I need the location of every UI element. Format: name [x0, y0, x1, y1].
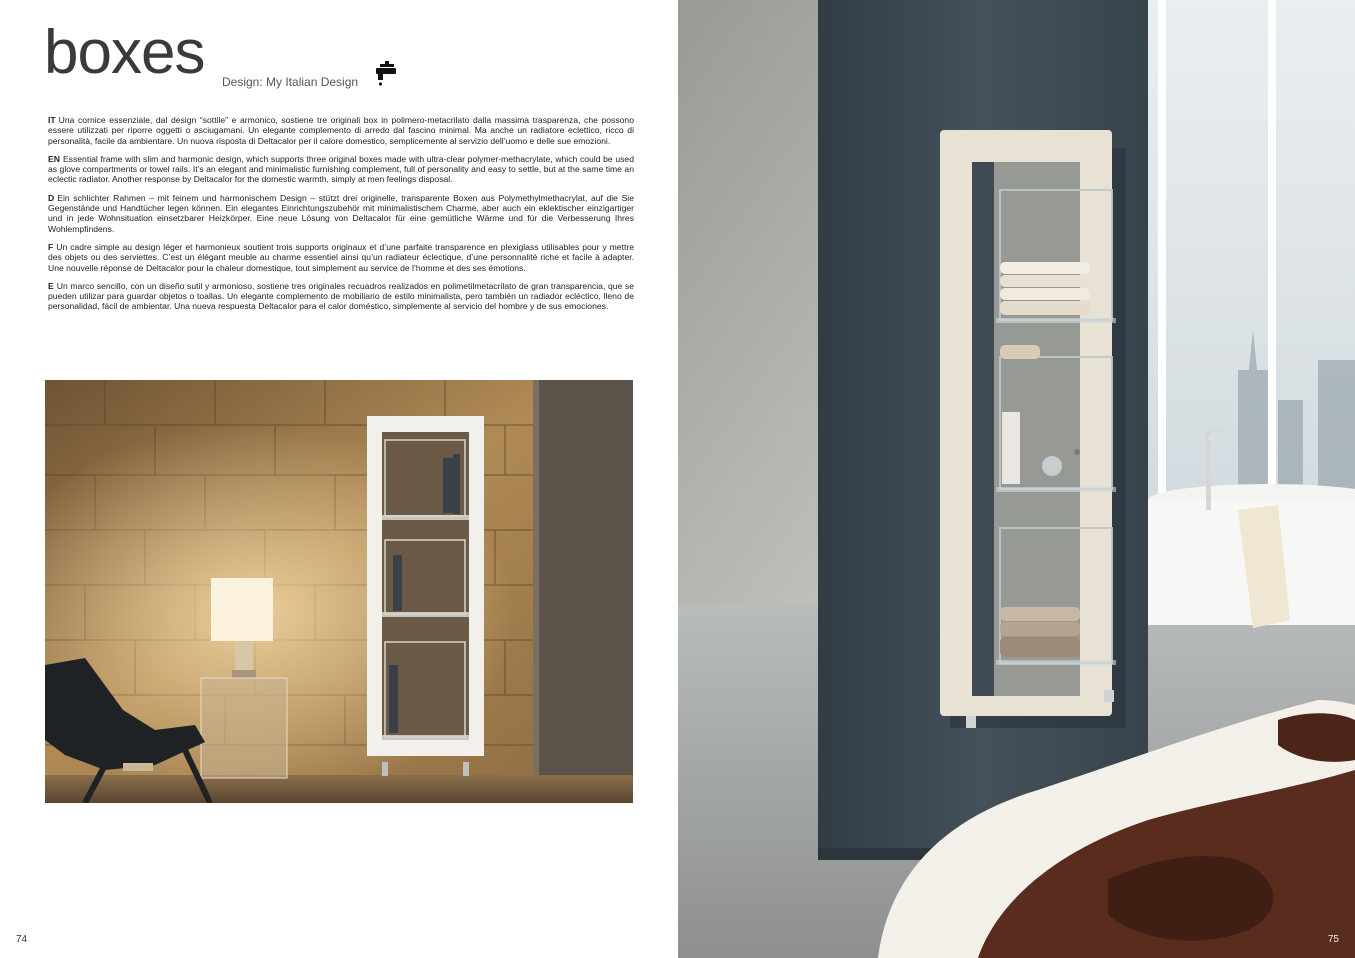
lang-code: EN	[48, 153, 60, 164]
paragraph-text: Un cadre simple au design léger et harmonieux soutient trois supports originaux et d’une parfaite transparence en plexiglass utilisables pour y mettre des objets ou des serviettes. C’est un élégant meuble au charme essentiel ainsi qu’un radiateur éclectique, d’une personnalité riche et facile à adapter. Une nouvelle réponse de Deltacalor pour la chaleur domestique, tout simplement au service de l’homme et des ses émotions.	[48, 241, 634, 273]
paragraph-it	[48, 115, 634, 146]
paragraph-text: Ein schlichter Rahmen – mit feinem und harmonischem Design – stützt drei originelle, transparente Boxen aus Polymethylmethacrylat, auf die Sie Gegenstände und Handtücher legen können. Ein elegantes Einrichtungszubehör mit minimalistischem Charme, aber auch ein eklektischer einzigartiger und in jede Wohnsituation einsetzbarer Heizkörper. Eine neue Lösung von Deltacalor für eine gemütliche Wärme und für die Verbesserung Ihres Wohlempfindens.	[48, 192, 634, 234]
paragraph-fr	[48, 242, 634, 273]
product-title: boxes	[44, 18, 205, 87]
designer-credit: Design: My Italian Design	[222, 75, 359, 89]
paragraph-es	[48, 281, 634, 312]
page-number-right: 75	[1327, 934, 1339, 945]
lang-code: E	[48, 280, 54, 291]
paragraph-de	[48, 193, 634, 234]
paragraph-text: Un marco sencillo, con un diseño sutil y armonioso, sostiene tres originales recuadros realizados en polimetilmetacrilato de gran transparencia, que se pueden utilizar para guardar objetos o toallas. Un elegante complemento de mobiliario de estilo minimalista, pero también un radiador ecléctico, lleno de personalidad, fácil de ambientar. Una nueva respuesta Deltacalor para el calor doméstico, simplemente al servicio del hombre y de sus emociones.	[48, 280, 634, 312]
paragraph-text: Essential frame with slim and harmonic design, which supports three original boxes made with ultra-clear polymer-methacrylate, which could be used as glove compartments or towel rails. It’s an elegant and minimalistic furnishing complement, full of personality and easy to settle, but at the same time an eclectic radiator. Another response by Deltacalor for the domestic warmth, simply at men feelings disposal.	[48, 153, 634, 185]
lang-code: F	[48, 241, 54, 252]
lang-code: D	[48, 192, 55, 203]
product-photo-bathroom	[678, 0, 1355, 958]
lang-code: IT	[48, 115, 56, 125]
paragraph-en	[48, 154, 634, 185]
paragraph-text: Una cornice essenziale, dal design “sottile” e armonico, sostiene tre originali box in polimero-metacrilato dalla massima trasparenza, che possono essere utilizzati per riporre oggetti o asciugamani. Un elegante complemento di arredo dal fascino minimal. Ma anche un radiatore eclettico, ricco di personalità, facile da ambientare. Un nuova risposta di Deltacalor per il calore domestico, semplicemente al servizio dell’uomo e delle sue emozioni.	[48, 115, 634, 146]
description-text	[48, 115, 634, 320]
product-photo-stone-wall	[45, 380, 633, 803]
water-tap-icon	[374, 60, 400, 86]
right-page	[678, 0, 1355, 958]
page-number-left: 74	[16, 934, 28, 945]
